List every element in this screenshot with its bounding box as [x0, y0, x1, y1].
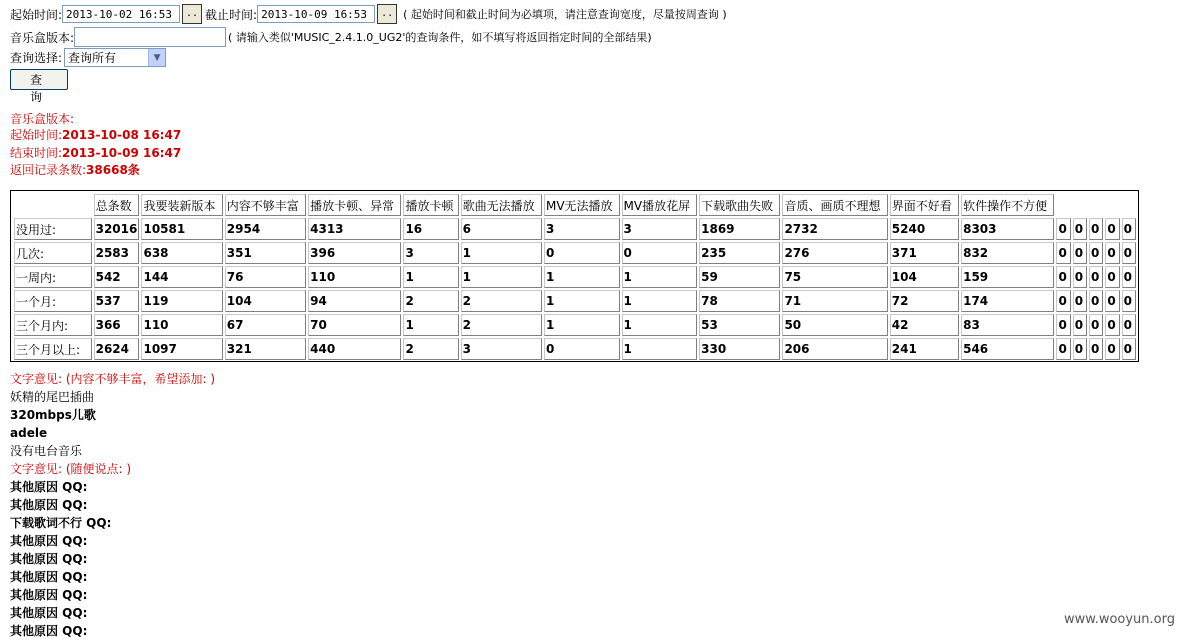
table-cell: 59 — [699, 266, 780, 288]
table-cell: 159 — [961, 266, 1054, 288]
table-cell: 50 — [782, 314, 887, 336]
table-cell: 537 — [94, 290, 140, 312]
extra-cell: 0 — [1056, 338, 1070, 360]
column-header: MV无法播放 — [544, 194, 620, 216]
extra-cell: 0 — [1089, 338, 1103, 360]
table-cell: 2954 — [225, 218, 306, 240]
extra-cell: 0 — [1073, 242, 1087, 264]
stats-table — [12, 192, 1138, 362]
table-row — [14, 290, 1136, 312]
comments-rich-block — [10, 370, 215, 460]
extra-cell: 0 — [1122, 242, 1136, 264]
extra-cell: 0 — [1105, 338, 1119, 360]
comment-item: 其他原因 QQ: — [10, 606, 88, 620]
row-label: 三个月内: — [14, 314, 92, 336]
extra-cell: 0 — [1073, 290, 1087, 312]
row-label: 没用过: — [14, 218, 92, 240]
column-header: 内容不够丰富 — [225, 194, 306, 216]
table-cell: 78 — [699, 290, 780, 312]
extra-cell: 0 — [1105, 218, 1119, 240]
table-cell: 2 — [461, 290, 542, 312]
table-cell: 396 — [308, 242, 401, 264]
comment-item: 下载歌词不行 QQ: — [10, 516, 112, 530]
query-type-select[interactable] — [64, 48, 166, 67]
table-cell: 16 — [403, 218, 458, 240]
column-header: MV播放花屏 — [622, 194, 698, 216]
time-hint: ( 起始时间和截止时间为必填项，请注意查询宽度，尽量按周查询 ) — [403, 8, 727, 21]
extra-cell: 0 — [1105, 242, 1119, 264]
version-hint: ( 请输入类似'MUSIC_2.4.1.0_UG2'的查询条件，如不填写将返回指定时间的全部结果) — [228, 31, 652, 44]
table-cell: 1 — [461, 242, 542, 264]
extra-cell: 0 — [1089, 242, 1103, 264]
table-cell: 83 — [961, 314, 1054, 336]
table-cell: 1 — [622, 314, 698, 336]
table-cell: 321 — [225, 338, 306, 360]
start-time-picker-button[interactable]: .. — [182, 4, 202, 24]
comments-free-block — [10, 460, 131, 640]
table-row — [14, 338, 1136, 360]
column-header: 我要装新版本 — [141, 194, 222, 216]
table-cell: 2732 — [782, 218, 887, 240]
comment-item: 320mbps儿歌 — [10, 408, 96, 422]
table-cell: 241 — [890, 338, 959, 360]
table-cell: 42 — [890, 314, 959, 336]
end-time-label: 截止时间: — [205, 7, 258, 22]
table-cell: 32016 — [94, 218, 140, 240]
extra-cell: 0 — [1056, 266, 1070, 288]
table-cell: 71 — [782, 290, 887, 312]
table-cell: 72 — [890, 290, 959, 312]
extra-cell: 0 — [1073, 314, 1087, 336]
end-time-input[interactable] — [257, 5, 375, 23]
table-cell: 75 — [782, 266, 887, 288]
table-cell: 2 — [403, 290, 458, 312]
comment-item: 其他原因 QQ: — [10, 498, 88, 512]
comments-free-title: 文字意见: (随便说点: ) — [10, 462, 132, 476]
table-cell: 1 — [544, 266, 620, 288]
column-header: 界面不好看 — [890, 194, 959, 216]
table-cell: 10581 — [141, 218, 222, 240]
table-cell: 2 — [461, 314, 542, 336]
table-cell: 4313 — [308, 218, 401, 240]
extra-cell: 0 — [1122, 290, 1136, 312]
extra-cell: 0 — [1089, 314, 1103, 336]
corner-cell — [14, 194, 92, 216]
table-cell: 6 — [461, 218, 542, 240]
table-cell: 70 — [308, 314, 401, 336]
table-cell: 119 — [141, 290, 222, 312]
watermark: www.wooyun.org — [1063, 612, 1175, 627]
table-cell: 1 — [544, 290, 620, 312]
table-cell: 0 — [544, 338, 620, 360]
table-cell: 1 — [622, 338, 698, 360]
table-cell: 1 — [622, 266, 698, 288]
comment-item: 妖精的尾巴插曲 — [10, 390, 95, 404]
extra-cell: 0 — [1105, 314, 1119, 336]
row-label: 三个月以上: — [14, 338, 92, 360]
table-row — [14, 242, 1136, 264]
table-cell: 1 — [461, 266, 542, 288]
summary-end: 结束时间:2013-10-09 16:47 — [10, 146, 182, 160]
row-label: 一周内: — [14, 266, 92, 288]
comment-item: adele — [10, 426, 48, 440]
comment-item: 其他原因 QQ: — [10, 624, 88, 638]
table-cell: 144 — [141, 266, 222, 288]
table-cell: 1869 — [699, 218, 780, 240]
column-header: 下载歌曲失败 — [699, 194, 780, 216]
table-cell: 3 — [544, 218, 620, 240]
row-label: 一个月: — [14, 290, 92, 312]
extra-cell: 0 — [1089, 290, 1103, 312]
table-cell: 542 — [94, 266, 140, 288]
table-cell: 440 — [308, 338, 401, 360]
empty-header-cell — [1105, 194, 1119, 216]
table-cell: 3 — [403, 242, 458, 264]
comments-rich-title: 文字意见: (内容不够丰富，希望添加: ) — [10, 372, 216, 386]
extra-cell: 0 — [1089, 218, 1103, 240]
time-range-row — [10, 4, 727, 24]
table-header-row — [14, 194, 1136, 216]
stats-table-frame — [10, 190, 1139, 362]
version-input[interactable] — [74, 27, 226, 47]
table-cell: 330 — [699, 338, 780, 360]
table-cell: 1 — [622, 290, 698, 312]
select-label: 查询选择: — [10, 51, 63, 65]
extra-cell: 0 — [1089, 266, 1103, 288]
comment-item: 其他原因 QQ: — [10, 480, 88, 494]
table-cell: 1 — [403, 314, 458, 336]
table-cell: 2583 — [94, 242, 140, 264]
table-cell: 174 — [961, 290, 1054, 312]
start-time-label: 起始时间: — [10, 7, 63, 22]
extra-cell: 0 — [1122, 266, 1136, 288]
table-cell: 351 — [225, 242, 306, 264]
empty-header-cell — [1089, 194, 1103, 216]
table-cell: 104 — [890, 266, 959, 288]
table-cell: 110 — [141, 314, 222, 336]
extra-cell: 0 — [1105, 266, 1119, 288]
column-header: 音质、画质不理想 — [782, 194, 887, 216]
table-cell: 53 — [699, 314, 780, 336]
select-row — [10, 48, 166, 67]
extra-cell: 0 — [1056, 218, 1070, 240]
table-cell: 276 — [782, 242, 887, 264]
comment-item: 没有电台音乐 — [10, 444, 83, 458]
table-cell: 67 — [225, 314, 306, 336]
row-label: 几次: — [14, 242, 92, 264]
version-row — [10, 27, 652, 47]
extra-cell: 0 — [1056, 314, 1070, 336]
column-header: 播放卡顿、异常 — [308, 194, 401, 216]
table-cell: 832 — [961, 242, 1054, 264]
empty-header-cell — [1122, 194, 1136, 216]
table-cell: 110 — [308, 266, 401, 288]
table-cell: 8303 — [961, 218, 1054, 240]
comment-item: 其他原因 QQ: — [10, 552, 88, 566]
table-cell: 366 — [94, 314, 140, 336]
column-header: 软件操作不方便 — [961, 194, 1054, 216]
extra-cell: 0 — [1122, 218, 1136, 240]
table-cell: 2 — [403, 338, 458, 360]
table-row — [14, 218, 1136, 240]
extra-cell: 0 — [1073, 218, 1087, 240]
extra-cell: 0 — [1122, 314, 1136, 336]
table-cell: 3 — [461, 338, 542, 360]
comment-item: 其他原因 QQ: — [10, 588, 88, 602]
table-cell: 2624 — [94, 338, 140, 360]
empty-header-cell — [1056, 194, 1070, 216]
summary-start: 起始时间:2013-10-08 16:47 — [10, 128, 182, 142]
table-cell: 638 — [141, 242, 222, 264]
table-cell: 5240 — [890, 218, 959, 240]
table-cell: 104 — [225, 290, 306, 312]
column-header: 歌曲无法播放 — [461, 194, 542, 216]
column-header: 播放卡顿 — [403, 194, 458, 216]
extra-cell: 0 — [1105, 290, 1119, 312]
empty-header-cell — [1073, 194, 1087, 216]
summary-count: 返回记录条数:38668条 — [10, 163, 140, 177]
start-time-input[interactable] — [62, 5, 180, 23]
table-cell: 1 — [403, 266, 458, 288]
table-row — [14, 314, 1136, 336]
table-cell: 1097 — [141, 338, 222, 360]
table-cell: 3 — [622, 218, 698, 240]
end-time-picker-button[interactable]: .. — [377, 4, 397, 24]
query-button[interactable]: 查 询 — [10, 69, 68, 90]
table-cell: 0 — [622, 242, 698, 264]
query-type-value: 查询所有 — [68, 51, 117, 65]
comment-item: 其他原因 QQ: — [10, 534, 88, 548]
table-cell: 76 — [225, 266, 306, 288]
table-row — [14, 266, 1136, 288]
version-label: 音乐盒版本: — [10, 30, 75, 45]
table-cell: 235 — [699, 242, 780, 264]
extra-cell: 0 — [1073, 266, 1087, 288]
summary-version: 音乐盒版本: — [10, 112, 75, 126]
chevron-down-icon[interactable]: ▼ — [148, 49, 165, 66]
table-cell: 206 — [782, 338, 887, 360]
table-cell: 371 — [890, 242, 959, 264]
extra-cell: 0 — [1056, 290, 1070, 312]
table-cell: 0 — [544, 242, 620, 264]
column-header: 总条数 — [94, 194, 140, 216]
table-cell: 1 — [544, 314, 620, 336]
extra-cell: 0 — [1122, 338, 1136, 360]
table-cell: 94 — [308, 290, 401, 312]
comment-item: 其他原因 QQ: — [10, 570, 88, 584]
table-cell: 546 — [961, 338, 1054, 360]
extra-cell: 0 — [1073, 338, 1087, 360]
extra-cell: 0 — [1056, 242, 1070, 264]
